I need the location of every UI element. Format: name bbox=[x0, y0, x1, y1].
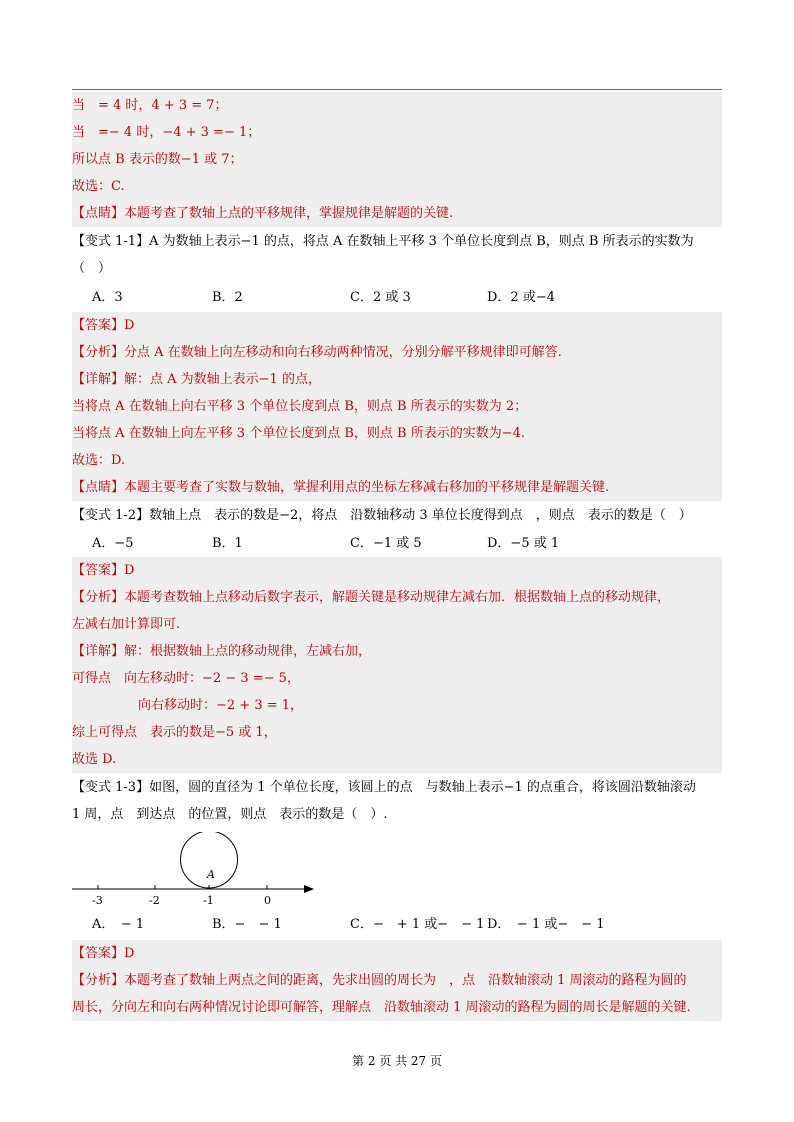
option-a: A．3 bbox=[92, 290, 123, 305]
answer-line: 【答案】D bbox=[72, 312, 722, 339]
option-c: C．2 或 3 bbox=[350, 290, 411, 305]
tick-label: 0 bbox=[264, 894, 271, 907]
solution-line: 当 = 4 时，4 + 3 = 7； bbox=[72, 92, 722, 119]
analysis-line bbox=[72, 967, 722, 994]
analysis-line bbox=[72, 584, 722, 611]
option-b: B．− − 1 bbox=[212, 917, 282, 932]
option-d: D．−5 或 1 bbox=[487, 536, 560, 551]
detail-text: 解：点 A 为数轴上表示−1 的点， bbox=[124, 372, 321, 387]
detail-tag: 【详解】 bbox=[72, 372, 125, 387]
option-c: C．− + 1 或− − 1 bbox=[350, 917, 485, 932]
detail-tag: 【详解】 bbox=[72, 644, 125, 659]
comment-line bbox=[72, 474, 722, 501]
analysis-tag: 【分析】 bbox=[72, 590, 125, 605]
question-1-2: 【变式 1-2】数轴上点 表示的数是−2，将点 沿数轴移动 3 单位长度得到点 ，则点 表示的数是（ ） bbox=[72, 508, 692, 523]
number-line-figure bbox=[72, 832, 322, 912]
comment-line bbox=[72, 200, 722, 227]
analysis-text: 分点 A 在数轴上向左移动和向右移动两种情况，分别分解平移规律即可解答. bbox=[124, 345, 562, 360]
analysis-line bbox=[72, 339, 722, 366]
detail-line bbox=[72, 692, 722, 719]
detail-text: 向右移动时：−2 + 3 = 1， bbox=[138, 698, 304, 713]
tick-label: -1 bbox=[203, 894, 214, 907]
detail-line: 故选：D. bbox=[72, 447, 722, 474]
analysis-text: 本题考查数轴上点移动后数字表示，解题关键是移动规律左减右加．根据数轴上点的移动规律， bbox=[124, 590, 671, 605]
solution-line: 故选：C. bbox=[72, 173, 722, 200]
solution-line: 当 =− 4 时，−4 + 3 =− 1； bbox=[72, 119, 722, 146]
page-footer: 第 2 页 共 27 页 bbox=[352, 1054, 442, 1068]
analysis-text: 本题考查了数轴上两点之间的距离，先求出圆的周长为 ，点 沿数轴滚动 1 周滚动的路程为圆的 bbox=[124, 973, 687, 988]
analysis-line: 周长，分向左和向右两种情况讨论即可解答，理解点 沿数轴滚动 1 周滚动的路程为圆的周长是解题的关键. bbox=[72, 994, 722, 1021]
detail-line: 当将点 A 在数轴上向左平移 3 个单位长度到点 B，则点 B 所表示的实数为−4. bbox=[72, 420, 722, 447]
comment-text: 本题考查了数轴上点的平移规律，掌握规律是解题的关键. bbox=[124, 206, 454, 221]
detail-line bbox=[72, 638, 722, 665]
point-label-a: A bbox=[207, 868, 215, 881]
tick-label: -3 bbox=[92, 894, 103, 907]
question-1-3-cont: 1 周，点 到达点 的位置，则点 表示的数是（ ）. bbox=[72, 807, 388, 822]
detail-text: 解：根据数轴上点的移动规律，左减右加， bbox=[124, 644, 372, 659]
question-1-1: 【变式 1-1】A 为数轴上表示−1 的点，将点 A 在数轴上平移 3 个单位长度到点 B，则点 B 所表示的实数为 bbox=[72, 234, 694, 249]
detail-line bbox=[72, 366, 722, 393]
arrow-head-icon bbox=[304, 885, 314, 893]
tick-label: -2 bbox=[149, 894, 160, 907]
comment-tag: 【点睛】 bbox=[72, 206, 125, 221]
analysis-tag: 【分析】 bbox=[72, 345, 125, 360]
detail-line: 当将点 A 在数轴上向右平移 3 个单位长度到点 B，则点 B 所表示的实数为 2； bbox=[72, 393, 722, 420]
solution-line: 所以点 B 表示的数−1 或 7； bbox=[72, 146, 722, 173]
option-b: B．1 bbox=[212, 536, 243, 551]
comment-tag: 【点睛】 bbox=[72, 480, 125, 495]
detail-line: 综上可得点 表示的数是−5 或 1， bbox=[72, 719, 722, 746]
option-b: B．2 bbox=[212, 290, 243, 305]
option-d: D．2 或−4 bbox=[487, 290, 555, 305]
header-rule bbox=[72, 89, 722, 90]
answer-line: 【答案】D bbox=[72, 940, 722, 967]
option-c: C．−1 或 5 bbox=[350, 536, 422, 551]
comment-text: 本题主要考查了实数与数轴，掌握利用点的坐标左移减右移加的平移规律是解题关键. bbox=[124, 480, 610, 495]
analysis-line: 左减右加计算即可. bbox=[72, 611, 722, 638]
option-d: D． − 1 或− − 1 bbox=[487, 917, 605, 932]
option-a: A．−5 bbox=[92, 536, 134, 551]
detail-line: 可得点 向左移动时：−2 − 3 =− 5， bbox=[72, 665, 722, 692]
question-1-1-bracket: （ ） bbox=[72, 261, 112, 276]
answer-line: 【答案】D bbox=[72, 557, 722, 584]
question-1-3: 【变式 1-3】如图，圆的直径为 1 个单位长度，该圆上的点 与数轴上表示−1 的点重合，将该圆沿数轴滚动 bbox=[72, 780, 696, 795]
detail-line: 故选 D. bbox=[72, 746, 722, 773]
option-a: A． − 1 bbox=[92, 917, 145, 932]
analysis-tag: 【分析】 bbox=[72, 973, 125, 988]
